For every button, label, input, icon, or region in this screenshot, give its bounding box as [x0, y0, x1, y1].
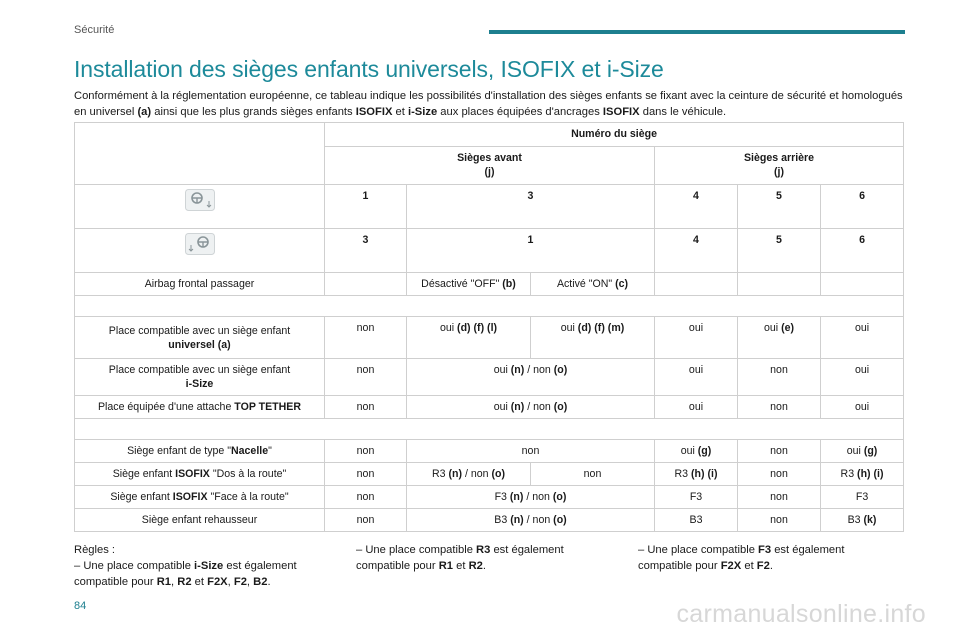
table-cell: F3 — [655, 486, 738, 509]
table-cell: 1 — [325, 185, 407, 229]
table-row — [75, 359, 904, 396]
table-cell: oui — [655, 359, 738, 396]
child-seat-table — [74, 122, 904, 532]
table-cell: oui — [655, 396, 738, 419]
table-cell: oui (n) / non (o) — [407, 359, 655, 396]
table-cell: oui — [821, 317, 904, 359]
table-row — [75, 486, 904, 509]
table-row — [75, 419, 904, 440]
table-cell: oui (d) (f) (m) — [531, 317, 655, 359]
table-row — [75, 296, 904, 317]
table-cell: non — [738, 509, 821, 532]
rhd-icon-cell — [75, 229, 325, 273]
table-cell: 4 — [655, 229, 738, 273]
row-label: Place équipée d'une attache TOP TETHER — [75, 396, 325, 419]
table-cell: R3 (n) / non (o) — [407, 463, 531, 486]
row-label: Siège enfant de type "Nacelle" — [75, 440, 325, 463]
rule-item: – Une place compatible i-Size est également compatible pour R1, R2 et F2X, F2, B2. — [74, 560, 297, 588]
table-row — [75, 229, 904, 273]
table-cell: non — [738, 359, 821, 396]
table-cell: Désactivé "OFF" (b) — [407, 273, 531, 296]
table-cell: 5 — [738, 229, 821, 273]
table-cell: oui — [821, 359, 904, 396]
table-cell: B3 — [655, 509, 738, 532]
table-cell: 4 — [655, 185, 738, 229]
lhd-icon-cell — [75, 185, 325, 229]
table-row — [75, 509, 904, 532]
table-row — [75, 185, 904, 229]
table-cell: non — [325, 509, 407, 532]
table-cell — [738, 273, 821, 296]
seat-number-header: Numéro du siège — [325, 123, 904, 147]
rule-item: – Une place compatible R3 est également compatible pour R1 et R2. — [356, 544, 564, 572]
steering-wheel-right-icon — [185, 233, 215, 255]
table-cell: non — [325, 486, 407, 509]
table-cell: non — [325, 317, 407, 359]
table-row — [75, 396, 904, 419]
page-number: 84 — [74, 600, 87, 612]
table-cell: 3 — [325, 229, 407, 273]
table-cell — [655, 273, 738, 296]
table-cell: non — [407, 440, 655, 463]
rules-column-3 — [638, 542, 898, 574]
table-row — [75, 463, 904, 486]
table-cell: 6 — [821, 229, 904, 273]
row-label: Place compatible avec un siège enfant i-Size — [75, 359, 325, 396]
front-seats-header: Sièges avant (j) — [325, 147, 655, 185]
rules-column-2 — [356, 542, 606, 574]
rear-seats-header: Sièges arrière (j) — [655, 147, 904, 185]
rule-item: – Une place compatible F3 est également compatible pour F2X et F2. — [638, 544, 845, 572]
table-cell: non — [325, 440, 407, 463]
table-cell: 6 — [821, 185, 904, 229]
rules-column-1 — [74, 542, 330, 590]
table-cell: R3 (h) (i) — [655, 463, 738, 486]
table-row — [75, 317, 904, 359]
table-cell: oui (d) (f) (l) — [407, 317, 531, 359]
table-cell: non — [738, 486, 821, 509]
steering-wheel-left-icon — [185, 189, 215, 211]
row-label: Airbag frontal passager — [75, 273, 325, 296]
row-label: Siège enfant ISOFIX "Dos à la route" — [75, 463, 325, 486]
table-row — [75, 440, 904, 463]
table-cell: oui (g) — [655, 440, 738, 463]
page-title: Installation des sièges enfants universels, ISOFIX et i-Size — [74, 56, 664, 82]
table-cell: oui (n) / non (o) — [407, 396, 655, 419]
table-cell: B3 (n) / non (o) — [407, 509, 655, 532]
watermark: carmanualsonline.info — [676, 600, 926, 628]
table-cell: R3 (h) (i) — [821, 463, 904, 486]
table-cell: 1 — [407, 229, 655, 273]
row-label: Siège enfant ISOFIX "Face à la route" — [75, 486, 325, 509]
table-cell: non — [531, 463, 655, 486]
header-accent-bar — [489, 30, 905, 34]
table-cell: non — [738, 463, 821, 486]
section-label: Sécurité — [74, 24, 115, 36]
table-cell: oui (g) — [821, 440, 904, 463]
intro-paragraph: Conformément à la réglementation européenne, ce tableau indique les possibilités d'installation des sièges enfants se fixant avec la ceinture de sécurité et homologués en universel (a) ainsi que les plus grands sièges enfants ISOFIX et i-Size aux places équipées d'ancrages ISOFIX dans le véhicule. — [74, 90, 903, 118]
table-cell: B3 (k) — [821, 509, 904, 532]
table-cell: 5 — [738, 185, 821, 229]
row-label: Place compatible avec un siège enfant universel (a) — [75, 317, 325, 359]
table-row — [75, 273, 904, 296]
table-cell — [325, 273, 407, 296]
row-label: Siège enfant rehausseur — [75, 509, 325, 532]
table-cell: oui — [655, 317, 738, 359]
table-cell: 3 — [407, 185, 655, 229]
table-cell: non — [738, 440, 821, 463]
rules-heading: Règles : — [74, 544, 116, 556]
table-cell: non — [738, 396, 821, 419]
table-row — [75, 123, 904, 147]
table-cell: F3 — [821, 486, 904, 509]
table-cell: oui (e) — [738, 317, 821, 359]
table-cell: non — [325, 396, 407, 419]
table-cell: Activé "ON" (c) — [531, 273, 655, 296]
table-cell: non — [325, 463, 407, 486]
table-cell: non — [325, 359, 407, 396]
table-cell: oui — [821, 396, 904, 419]
table-cell — [821, 273, 904, 296]
table-cell: F3 (n) / non (o) — [407, 486, 655, 509]
